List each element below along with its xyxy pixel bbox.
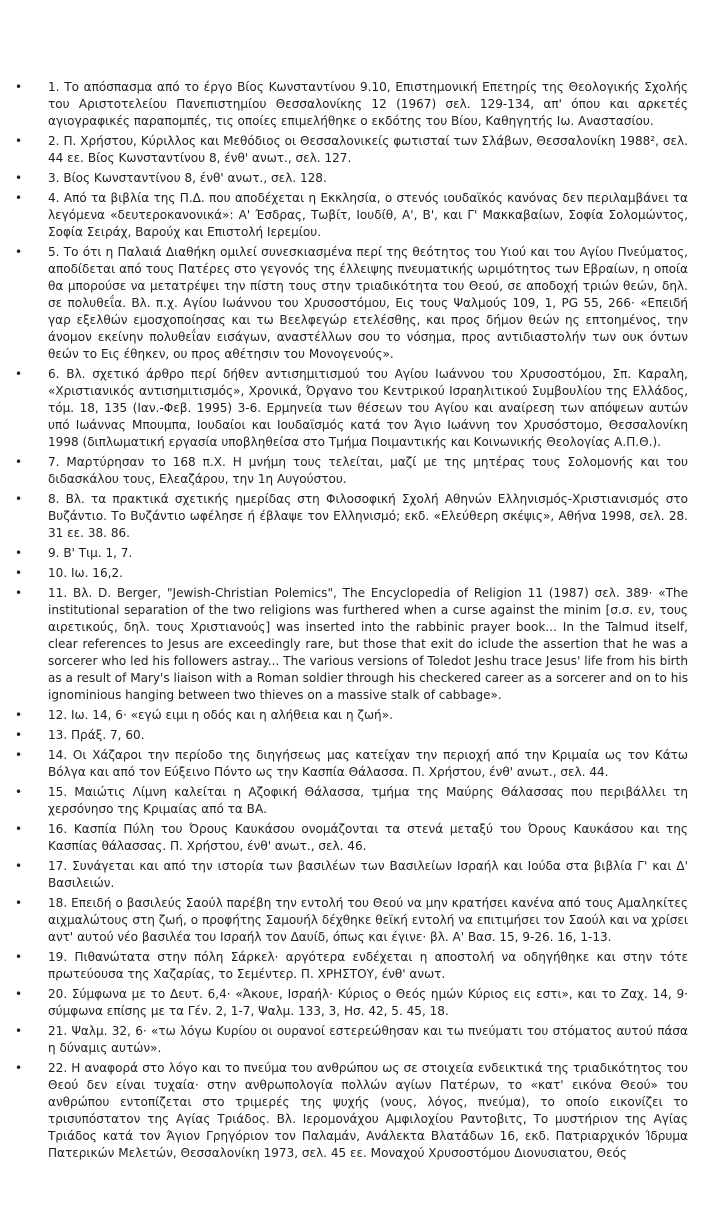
footnote-item	[0, 491, 716, 542]
bullet-icon: •	[15, 134, 23, 148]
footnote-text: 7. Μαρτύρησαν το 168 π.Χ. Η μνήμη τους τελείται, μαζί με της μητέρας τους Σολομονής και του διδασκάλου τους, Ελεαζάρου, την 1η Αυγούστου.	[48, 455, 688, 486]
footnote-text: 12. Ιω. 14, 6· «εγώ ειμι η οδός και η αλήθεια και η ζωή».	[48, 708, 393, 722]
footnote-text: 1. Το απόσπασμα από το έργο Βίος Κωνσταντίνου 9.10, Επιστημονική Επετηρίς της Θεολογικής Σχολής του Αριστοτελείου Πανεπιστημίου Θεσσαλονίκης 12 (1967) σελ. 129-134, απ' όπου και αρκετές αγιογραφικές παραπομπές, τις οποίες επιμελήθηκε ο εκδότης του Βίου, Καθηγητής Ιω. Αναστασίου.	[48, 80, 688, 128]
bullet-icon: •	[15, 455, 23, 469]
bullet-icon: •	[15, 987, 23, 1001]
bullet-icon: •	[15, 245, 23, 259]
footnote-text: 16. Κασπία Πύλη του Όρους Καυκάσου ονομάζονται τα στενά μεταξύ του Όρους Καυκάσου και της Κασπίας θάλασσας. Π. Χρήστου, ένθ' ανωτ., σελ. 46.	[48, 822, 688, 853]
footnote-text: 17. Συνάγεται και από την ιστορία των βασιλέων των Βασιλείων Ισραήλ και Ιούδα στα βιβλία Γ' και Δ' Βασιλειών.	[48, 859, 688, 890]
footnote-item	[0, 747, 716, 781]
footnote-item	[0, 707, 716, 724]
footnote-text: 19. Πιθανώτατα στην πόλη Σάρκελ· αργότερα ενδέχεται η αποστολή να οδηγήθηκε και στην τότε πρωτεύουσα της Χαζαρίας, το Σεμέντερ. Π. ΧΡΗΣΤΟΥ, ένθ' ανωτ.	[48, 950, 688, 981]
footnote-item	[0, 585, 716, 704]
footnote-item	[0, 727, 716, 744]
footnote-item	[0, 366, 716, 451]
footnote-item	[0, 821, 716, 855]
bullet-icon: •	[15, 546, 23, 560]
bullet-icon: •	[15, 822, 23, 836]
footnote-text: 4. Από τα βιβλία της Π.Δ. που αποδέχεται η Εκκλησία, ο στενός ιουδαϊκός κανόνας δεν περιλαμβάνει τα λεγόμενα «δευτεροκανονικά»: Α' Έσδρας, Τωβίτ, Ιουδίθ, Α', Β', και Γ' Μακκαβαίων, Σοφία Σολομώντος, Σοφία Σειράχ, Βαρούχ και Επιστολή Ιερεμίου.	[48, 191, 688, 239]
bullet-icon: •	[15, 191, 23, 205]
footnote-item	[0, 79, 716, 130]
footnote-text: 14. Οι Χάζαροι την περίοδο της διηγήσεως μας κατείχαν την περιοχή από την Κριμαία ως τον Κάτω Βόλγα και από τον Εύξεινο Πόντο ως την Κασπία Θάλασσα. Π. Χρήστου, ένθ' ανωτ., σελ. 44.	[48, 748, 688, 779]
footnote-item	[0, 190, 716, 241]
bullet-icon: •	[15, 896, 23, 910]
bullet-icon: •	[15, 1061, 23, 1075]
bullet-icon: •	[15, 785, 23, 799]
footnote-text: 9. Β' Τιμ. 1, 7.	[48, 546, 133, 560]
footnote-item	[0, 949, 716, 983]
footnote-text: 13. Πράξ. 7, 60.	[48, 728, 145, 742]
footnote-text: 2. Π. Χρήστου, Κύριλλος και Μεθόδιος οι Θεσσαλονικείς φωτισταί των Σλάβων, Θεσσαλονίκη 1988², σελ. 44 εε. Βίος Κωνσταντίνου 8, ένθ' ανωτ., σελ. 127.	[48, 134, 688, 165]
footnote-item	[0, 454, 716, 488]
footnote-item	[0, 784, 716, 818]
footnotes-list	[0, 79, 716, 1162]
bullet-icon: •	[15, 748, 23, 762]
footnote-text: 3. Βίος Κωνσταντίνου 8, ένθ' ανωτ., σελ. 128.	[48, 171, 327, 185]
bullet-icon: •	[15, 1024, 23, 1038]
bullet-icon: •	[15, 171, 23, 185]
footnote-text: 15. Μαιώτις Λίμνη καλείται η Αζοφική Θάλασσα, τμήμα της Μαύρης Θάλασσας που περιβάλλει τη χερσόνησο της Κριμαίας από τα ΒΑ.	[48, 785, 688, 816]
footnote-text: 21. Ψαλμ. 32, 6· «τω λόγω Κυρίου οι ουρανοί εστερεώθησαν και τω πνεύματι του στόματος αυτού πάσα η δύναμις αυτών».	[48, 1024, 688, 1055]
footnote-item	[0, 244, 716, 363]
footnote-item	[0, 545, 716, 562]
bullet-icon: •	[15, 80, 23, 94]
bullet-icon: •	[15, 728, 23, 742]
footnote-item	[0, 170, 716, 187]
footnote-item	[0, 1060, 716, 1162]
footnote-text: 20. Σύμφωνα με το Δευτ. 6,4· «Άκουε, Ισραήλ· Κύριος ο Θεός ημών Κύριος εις εστι», και το Ζαχ. 14, 9· σύμφωνα επίσης με τα Γέν. 2, 1-7, Ψαλμ. 133, 3, Ησ. 42, 5. 45, 18.	[48, 987, 688, 1018]
footnote-text: 10. Ιω. 16,2.	[48, 566, 123, 580]
footnote-item	[0, 565, 716, 582]
footnote-text: 18. Επειδή ο βασιλεύς Σαούλ παρέβη την εντολή του Θεού να μην κρατήσει κανένα από τους Αμαληκίτες αιχμαλώτους στη ζωή, ο προφήτης Σαμουήλ δέχθηκε θεϊκή εντολή να επιτιμήσει τον Σαούλ και να χρίσει αντ' αυτού νέο βασιλέα του Ισραήλ τον Δαυίδ, όπως και έγινε· βλ. Α' Βασ. 15, 9-26. 16, 1-13.	[48, 896, 688, 944]
footnote-item	[0, 1023, 716, 1057]
footnote-item	[0, 858, 716, 892]
footnote-text: 6. Βλ. σχετικό άρθρο περί δήθεν αντισημιτισμού του Αγίου Ιωάννου του Χρυσοστόμου, Σπ. Καραλη, «Χριστιανικός αντισημιτισμός», Χρονικά, Όργανο του Κεντρικού Ισραηλιτικού Συμβουλίου της Ελλάδος, τόμ. 18, 135 (Ιαν.-Φεβ. 1995) 3-6. Ερμηνεία των θέσεων του Αγίου και αναίρεση των απόψεων αυτών υπό Ιωάννας Μπουμπα, Ιουδαίοι και Ιουδαϊσμός κατά τον Άγιο Ιωάννη τον Χρυσόστομο, Θεσσαλονίκη 1998 (διπλωματική εργασία υποβληθείσα στο Τμήμα Ποιμαντικής και Κοινωνικής Θεολογίας Α.Π.Θ.).	[48, 367, 688, 449]
footnote-item	[0, 133, 716, 167]
footnote-text: 8. Βλ. τα πρακτικά σχετικής ημερίδας στη Φιλοσοφική Σχολή Αθηνών Ελληνισμός-Χριστιανισμός στο Βυζάντιο. Το Βυζάντιο ωφέλησε ή έβλαψε τον Ελληνισμό; εκδ. «Ελεύθερη σκέψις», Αθήνα 1998, σελ. 28. 31 εε. 38. 86.	[48, 492, 688, 540]
bullet-icon: •	[15, 367, 23, 381]
footnote-text: 22. Η αναφορά στο λόγο και το πνεύμα του ανθρώπου ως σε στοιχεία ενδεικτικά της τριαδικότητος του Θεού δεν είναι τυχαία· στην ανθρωπολογία πολλών αγίων Πατέρων, το «κατ' εικόνα Θεού» του ανθρώπου εντοπίζεται στο τριμερές της ψυχής (νους, λόγος, πνεύμα), το οποίο εικονίζει το τρισυπόστατον της Αγίας Τριάδος. Βλ. Ιερομονάχου Αμφιλοχίου Ραντοβιτς, Το μυστήριον της Αγίας Τριάδος κατά τον Άγιον Γρηγόριον τον Παλαμάν, Ανάλεκτα Βλατάδων 16, εκδ. Πατριαρχικόν Ίδρυμα Πατερικών Μελετών, Θεσσαλονίκη 1973, σελ. 45 εε. Μοναχού Χρυσοστόμου Διονυσιατου, Θεός	[48, 1061, 688, 1160]
footnote-text: 11. Βλ. D. Berger, "Jewish-Christian Polemics", The Encyclopedia of Religion 11 (1987) σελ. 389· «The institutional separation of the two religions was furthered when a curse against the minim [σ.σ. εν, τους αιρετικούς, δηλ. τους Χριστιανούς] was inserted into the rabbinic prayer book... In the Talmud itself, clear references to Jesus are exceedingly rare, but those that exit do iclude the assertion that he was a sorcerer who led his followers astray... The various versions of Toledot Jeshu trace Jesus' life from his birth as a result of Mary's liaison with a Roman soldier through his checkered career as a sorcerer and on to his ignominious hanging between two thieves on a massive stalk of cabbage».	[48, 586, 688, 702]
bullet-icon: •	[15, 859, 23, 873]
footnote-text: 5. Το ότι η Παλαιά Διαθήκη ομιλεί συνεσκιασμένα περί της θεότητος του Υιού και του Αγίου Πνεύματος, αποδίδεται από τους Πατέρες στο γεγονός της έλλειψης πνευματικής ωριμότητος των Εβραίων, η οποία θα μπορούσε να μετατρέψει την πίστη τους στην τριαδικότητα του Θεού, σε αποδοχή τριών θεών, δηλ. σε πολυθεΐα. Βλ. π.χ. Αγίου Ιωάννου του Χρυσοστόμου, Εις τους Ψαλμούς 109, 1, PG 55, 266· «Επειδή γαρ εξελθών εμοσχοποίησας και τω Βεελφεγώρ ετελέσθης, και προς δήμον θεών ης επτοημένος, την άνομον εκείνην πολυθεΐαν εισάγων, αναστέλλων σου το νόσημα, προς αντιδιαστολήν των ουκ όντων θεών το Εις έθηκεν, ου προς αθέτησιν του Μονογενούς».	[48, 245, 688, 361]
bullet-icon: •	[15, 586, 23, 600]
bullet-icon: •	[15, 708, 23, 722]
bullet-icon: •	[15, 950, 23, 964]
bullet-icon: •	[15, 566, 23, 580]
bullet-icon: •	[15, 492, 23, 506]
footnote-item	[0, 986, 716, 1020]
footnote-item	[0, 895, 716, 946]
